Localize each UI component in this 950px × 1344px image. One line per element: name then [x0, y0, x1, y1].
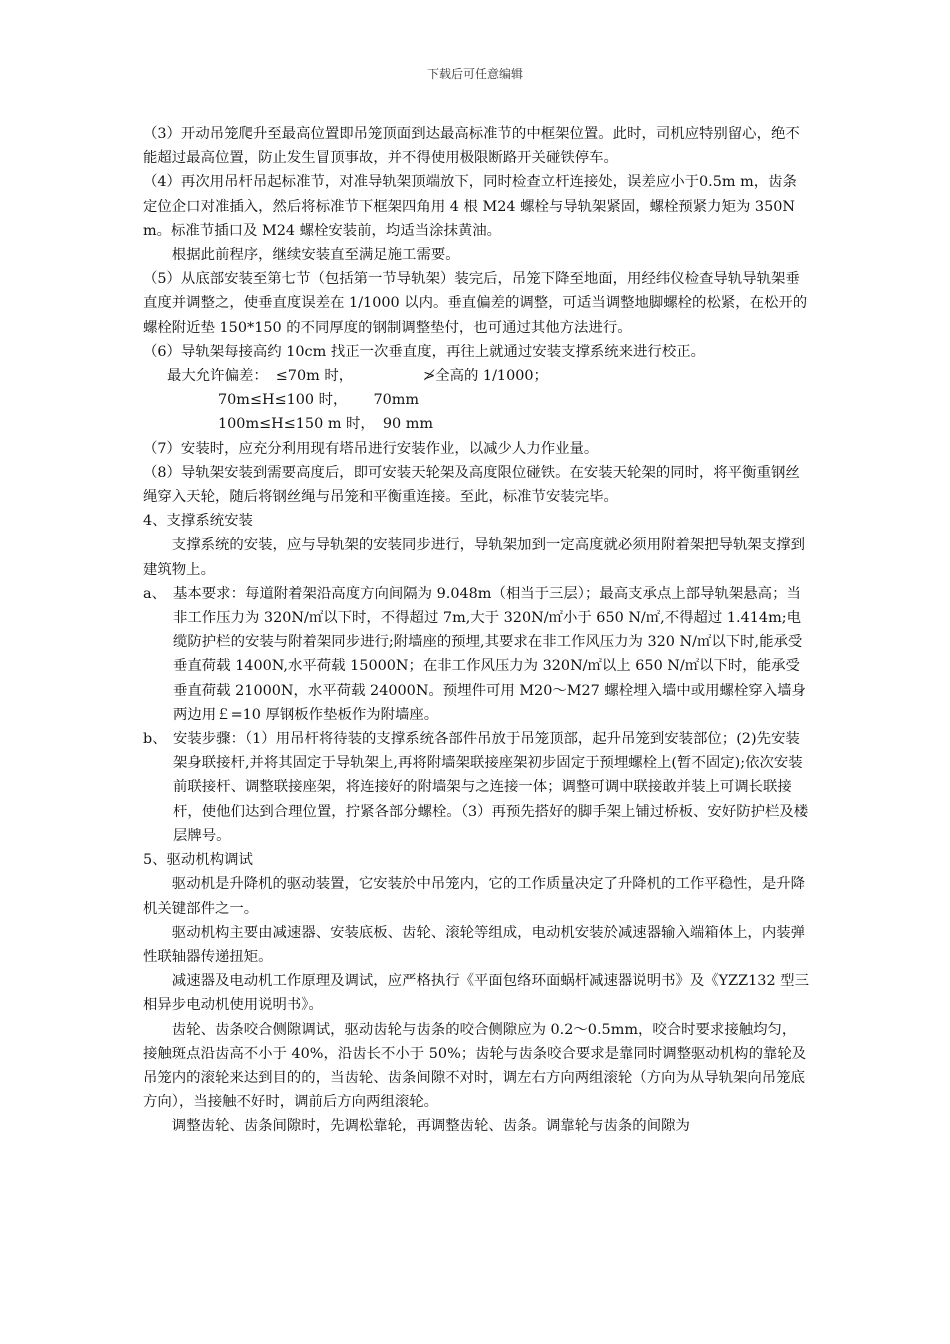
- list-marker-b: b、: [143, 731, 167, 748]
- list-text-b: 安装步骤：（1）用吊杆将待装的支撑系统各部件吊放于吊笼顶部，起升吊笼到安装部位；(2)先安装架身联接杆,并将其固定于导轨架上,再将附墙架联接座架初步固定于预埋螺栓上(暂不固定);依次安装前联接杆、调整联接座架，将连接好的附墙架与之连接一体；调整可调中联接敢并装上可调长联接杆，使他们达到合理位置，拧紧各部分螺栓。（3）再预先搭好的脚手架上铺过桥板、安好防护栏及楼层牌号。: [173, 731, 809, 844]
- paragraph-step-4: （4）再次用吊杆吊起标准节，对准导轨架顶端放下，同时检查立杆连接处，误差应小于0.5m m，齿条定位企口对准插入，然后将标准节下框架四角用 4 根 M24 螺栓与导轨架紧固，螺栓预紧力矩为 350Nm。标准节插口及 M24 螺栓安装前，均适当涂抹黄油。: [143, 174, 797, 239]
- tolerance-value-2: 70mm: [373, 392, 420, 409]
- paragraph-step-5: （5）从底部安装至第七节（包括第一节导轨架）装完后，吊笼下降至地面，用经纬仪检查导轨导轨架垂直度并调整之，使垂直度误差在 1/1000 以内。垂直偏差的调整，可适当调整地脚螺栓的松紧，在松开的螺栓附近垫 150*150 的不同厚度的钢制调整垫付，也可通过其他方法进行。: [143, 271, 808, 336]
- paragraph-step-7: （7）安装时，应充分利用现有塔吊进行安装作业，以减少人力作业量。: [143, 440, 599, 457]
- list-item-a: [143, 582, 809, 727]
- section-5-paragraph-1: 驱动机是升降机的驱动装置，它安装於中吊笼内，它的工作质量决定了升降机的工作平稳性，是升降机关键部件之一。: [143, 876, 805, 917]
- tolerance-value-3: 90 mm: [382, 416, 434, 433]
- list-text-a: 基本要求：每道附着架沿高度方向间隔为 9.048m（相当于三层）；最高支承点上部导轨架悬高；当非工作压力为 320N/㎡以下时，不得超过 7m,大于 320N/㎡小于 650 N/㎡,不得超过 1.414m;电缆防护栏的安装与附着架同步进行;附墙座的预埋,其要求在非工作风压力为 320 N/㎡以下时,能承受垂直荷载 1400N,水平荷载 15000N；在非工作风压力为 320N/㎡以上 650 N/㎡以下时，能承受垂直荷载 21000N，水平荷载 24000N。预埋件可用 M20～M27 螺栓埋入墙中或用螺栓穿入墙身两边用￡=10 厚钢板作垫板作为附墙座。: [173, 585, 806, 723]
- tolerance-row-2: [143, 388, 809, 412]
- section-5-paragraph-4: 齿轮、齿条咬合侧隙调试，驱动齿轮与齿条的咬合侧隙应为 0.2～0.5mm，咬合时要求接触均匀，接触斑点沿齿高不小于 40%，沿齿长不小于 50%；齿轮与齿条咬合要求是靠同时调整驱动机构的靠轮及吊笼内的滚轮来达到目的的，当齿轮、齿条间隙不对时，调左右方向两组滚轮（方向为从导轨架向吊笼底方向），当接触不好时，调前后方向两组滚轮。: [143, 1021, 807, 1111]
- section-5-title: 5、驱动机构调试: [143, 852, 253, 869]
- list-item-b: [143, 727, 809, 848]
- section-4-intro: 支撑系统的安装，应与导轨架的安装同步进行，导轨架加到一定高度就必须用附着架把导轨架支撑到建筑物上。: [143, 537, 805, 578]
- section-5-paragraph-5: 调整齿轮、齿条间隙时，先调松靠轮，再调整齿轮、齿条。调靠轮与齿条的间隙为: [171, 1118, 690, 1135]
- tolerance-range-1: ≤70m 时，: [275, 368, 354, 385]
- paragraph-repeat: 根据此前程序，继续安装直至满足施工需要。: [171, 247, 460, 264]
- page-header: 下载后可任意编辑: [426, 67, 523, 81]
- section-5-paragraph-2: 驱动机构主要由减速器、安装底板、齿轮、滚轮等组成，电动机安装於减速器输入端箱体上，内装弹性联轴器传递扭矩。: [143, 924, 805, 965]
- tolerance-row-1: [143, 364, 809, 388]
- paragraph-step-6: （6）导轨架每接高约 10cm 找正一次垂直度，再往上就通过安装支撑系统来进行校正。: [143, 343, 705, 360]
- tolerance-row-3: [143, 412, 809, 436]
- tolerance-value-1: ≯全高的 1/1000；: [423, 368, 548, 385]
- paragraph-step-8: （8）导轨架安装到需要高度后，即可安装天轮架及高度限位碰铁。在安装天轮架的同时，将平衡重钢丝绳穿入天轮，随后将钢丝绳与吊笼和平衡重连接。至此，标准节安装完毕。: [143, 464, 800, 506]
- list-marker-a: a、: [143, 585, 166, 602]
- tolerance-label: 最大允许偏差：: [167, 368, 268, 385]
- paragraph-step-3: （3）开动吊笼爬升至最高位置即吊笼顶面到达最高标准节的中框架位置。此时，司机应特别留心，绝不能超过最高位置，防止发生冒顶事故，并不得使用极限断路开关碰铁停车。: [143, 126, 800, 167]
- section-5-paragraph-3: 减速器及电动机工作原理及调试，应严格执行《平面包络环面蜗杆减速器说明书》及《YZZ132 型三相异步电动机使用说明书》。: [143, 973, 809, 1014]
- section-4-title: 4、支撑系统安装: [143, 513, 253, 530]
- tolerance-range-2: 70m≤H≤100 时，: [218, 392, 348, 409]
- tolerance-range-3: 100m≤H≤150 m 时，: [218, 416, 375, 433]
- document-body: [143, 122, 809, 1139]
